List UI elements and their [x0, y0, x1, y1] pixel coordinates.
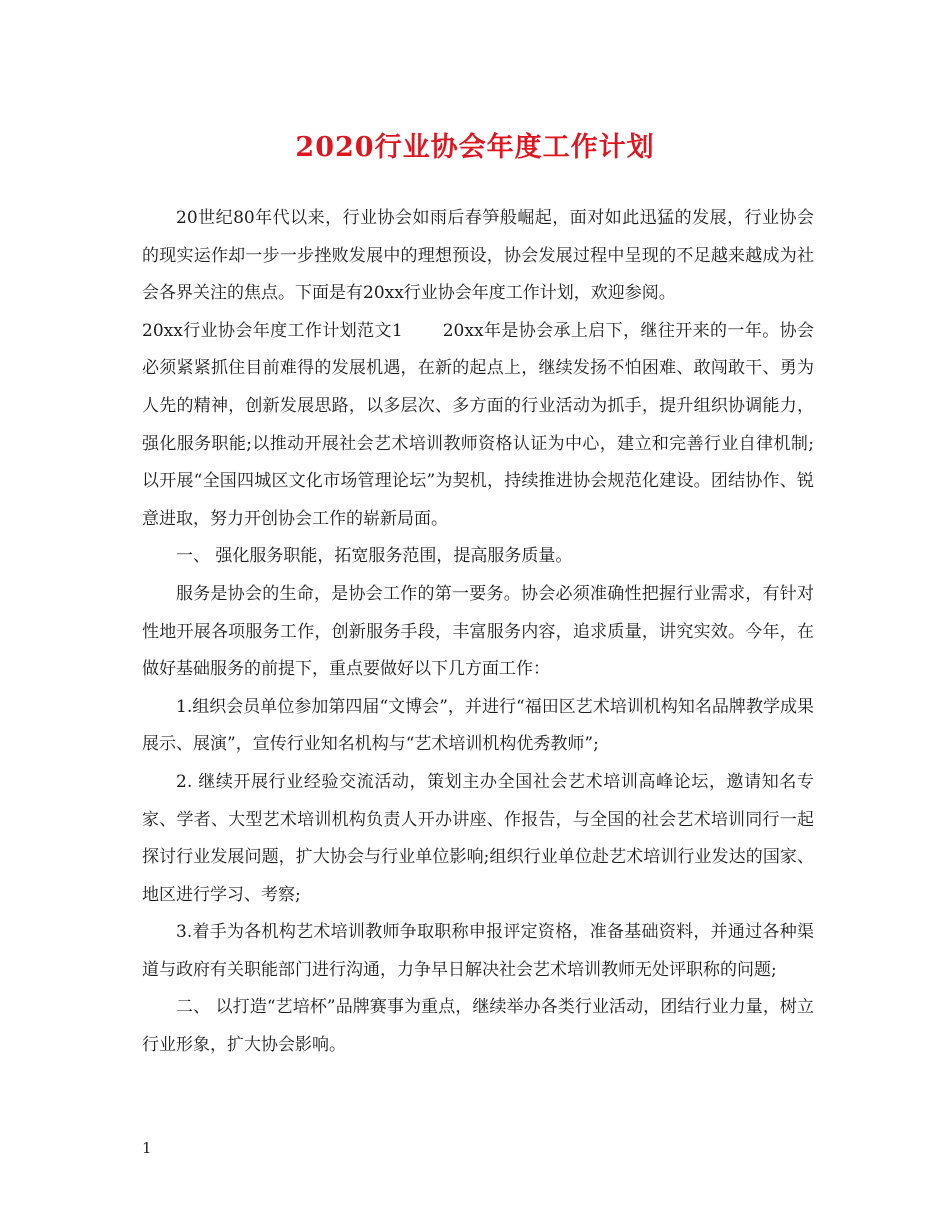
point-two-heading: 二、 以打造“艺培杯”品牌赛事为重点，继续举办各类行业活动，团结行业力量，树立行业形象，扩大协会影响。: [142, 997, 814, 1056]
intro-paragraph: 20世纪80年代以来，行业协会如雨后春笋般崛起，面对如此迅猛的发展，行业协会的现实运作却一步一步挫败发展中的理想预设，协会发展过程中呈现的不足越来越成为社会各界关注的焦点。下面是有20xx行业协会年度工作计划，欢迎参阅。: [142, 208, 814, 304]
service-paragraph: 服务是协会的生命，是协会工作的第一要务。协会必须准确性把握行业需求，有针对性地开展各项服务工作，创新服务手段，丰富服务内容，追求质量，讲究实效。今年，在做好基础服务的前提下，重点要做好以下几方面工作：: [142, 583, 814, 680]
point-one-heading: 一、 强化服务职能，拓宽服务范围，提高服务质量。: [176, 546, 573, 567]
section-heading-line: [142, 313, 814, 539]
sample-heading: 20xx行业协会年度工作计划范文1: [142, 320, 403, 341]
document-body: [142, 200, 814, 1065]
document-title: 2020行业协会年度工作计划: [295, 132, 655, 163]
list-item-1: 1.组织会员单位参加第四届“文博会”，并进行“福田区艺术培训机构知名品牌教学成果展示、展演”，宣传行业知名机构与“艺术培训机构优秀教师”;: [142, 696, 814, 755]
list-item-3: 3.着手为各机构艺术培训教师争取职称申报评定资格，准备基础资料，并通过各种渠道与政府有关职能部门进行沟通，力争早日解决社会艺术培训教师无处评职称的问题;: [142, 922, 814, 980]
page-number: 1: [142, 1139, 152, 1157]
sample-opening-paragraph: 20xx年是协会承上启下，继往开来的一年。协会必须紧紧抓住目前难得的发展机遇，在新的起点上，继续发扬不怕困难、敢闯敢干、勇为人先的精神，创新发展思路，以多层次、多方面的行业活动为抓手，提升组织协调能力，强化服务职能;以推动开展社会艺术培训教师资格认证为中心，建立和完善行业自律机制;以开展“全国四城区文化市场管理论坛”为契机，持续推进协会规范化建设。团结协作、锐意进取，努力开创协会工作的崭新局面。: [142, 320, 814, 529]
list-item-2: 2. 继续开展行业经验交流活动，策划主办全国社会艺术培训高峰论坛，邀请知名专家、学者、大型艺术培训机构负责人开办讲座、作报告，与全国的社会艺术培训同行一起探讨行业发展问题，扩大协会与行业单位影响;组织行业单位赴艺术培训行业发达的国家、地区进行学习、考察;: [142, 771, 814, 905]
